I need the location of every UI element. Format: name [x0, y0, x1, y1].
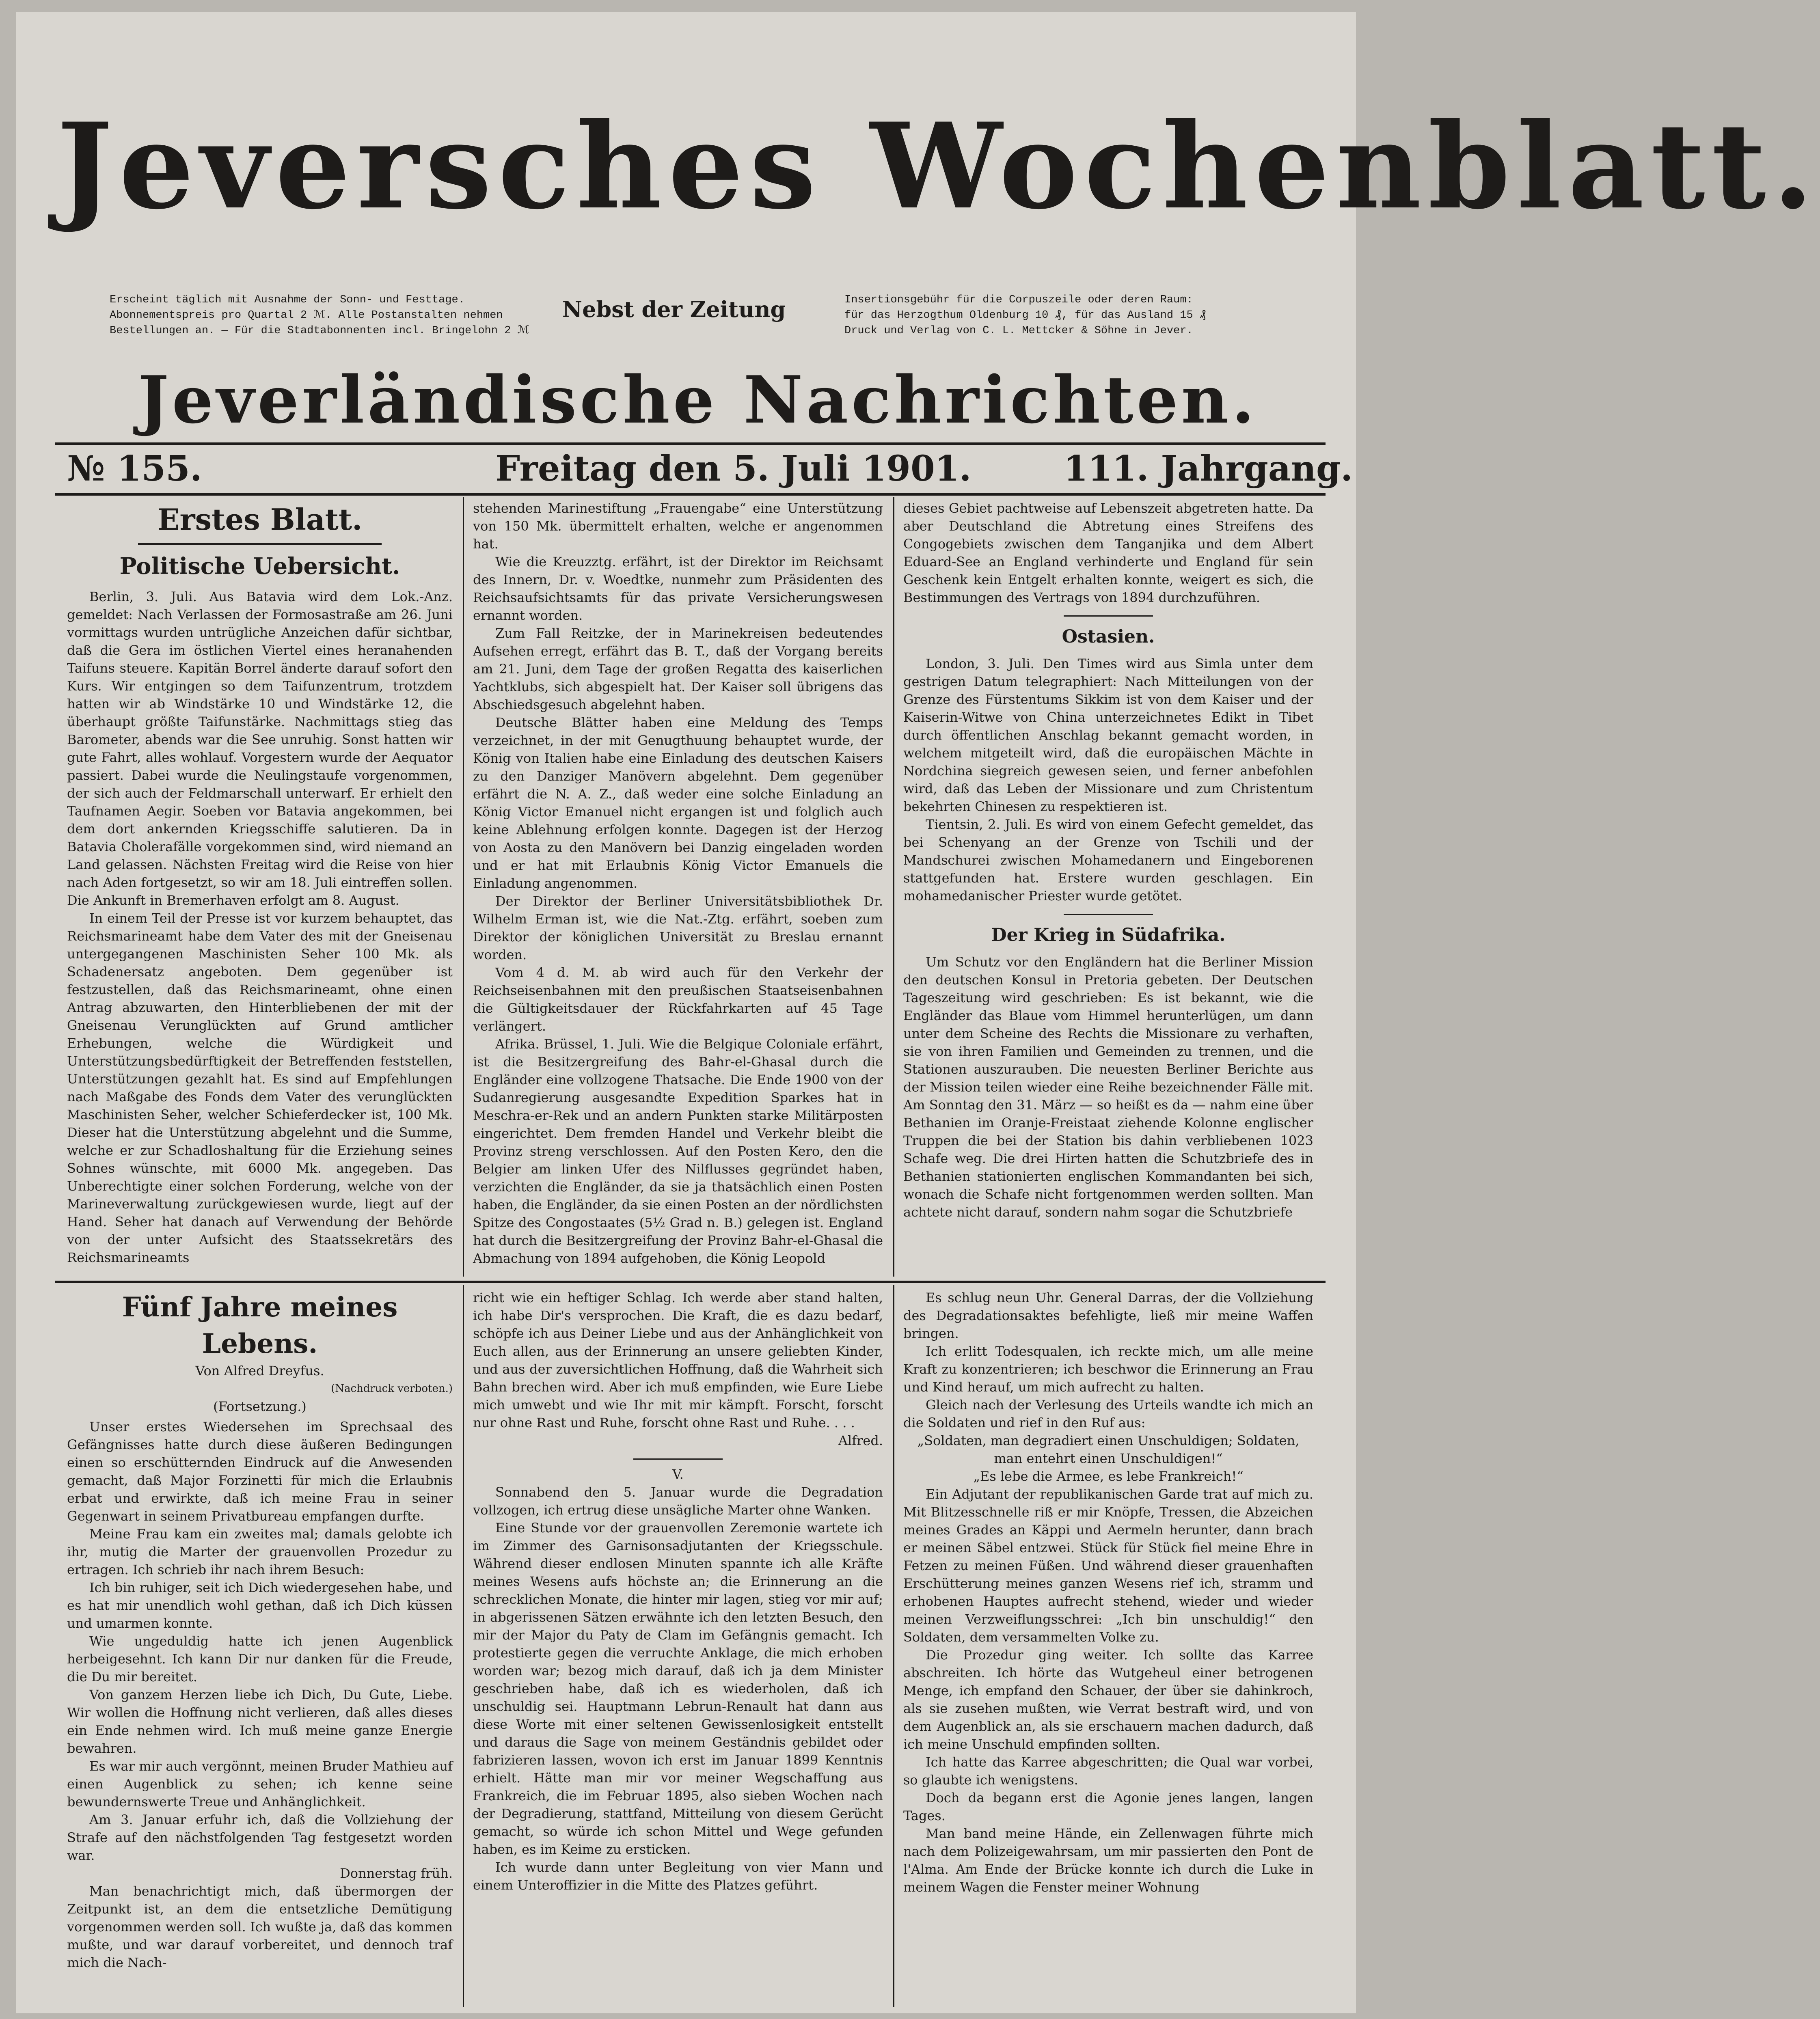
feuilleton-author: Von Alfred Dreyfus. — [195, 1363, 324, 1378]
feuilleton-paragraph: Sonnabend den 5. Januar wurde die Degradation vollzogen, ich ertrug diese unsägliche Marter ohne Wanken. — [473, 1484, 883, 1518]
feuilleton-paragraph: Ein Adjutant der republikanischen Garde trat auf mich zu. Mit Blitzesschnelle riß er mir Knöpfe, Tressen, die Abzeichen meines Grades an Käppi und Aermeln herunter, dann brach er meinen Säbel entzwei. Stück für Stück fiel meine Ehre in Fetzen zu meinen Füßen. Und während dieser grauenhaften Erschütterung meines ganzen Wesens rief ich, stramm und erhobenen Hauptes aufrecht stehend, wieder und wieder meinen Verzweiflungsschrei: „Ich bin unschuldig!“ den Soldaten, dem versammelten Volke zu. — [903, 1486, 1313, 1645]
feuilleton-paragraph: richt wie ein heftiger Schlag. Ich werde aber stand halten, ich habe Dir's versprochen. Die Kraft, die es dazu bedarf, schöpfe ich aus Deiner Liebe und aus der Anhänglichkeit von Euch allen, aus der Erinnerung an unsere geliebten Kinder, und aus der zuversichtlichen Hoffnung, daß die Wahrheit sich Bahn brechen wird. Aber ich muß empfinden, wie Eure Liebe mich umwebt und wie Ihr mit mir kämpft. Forscht, forscht nur ohne Rast und Ruhe, forscht ohne Rast und Ruhe. . . . — [473, 1290, 883, 1430]
feuilleton-chapter: V. — [672, 1467, 684, 1482]
feuilleton-paragraph: Es war mir auch vergönnt, meinen Bruder Mathieu auf einen Augenblick zu sehen; ich kenne seine bewundernswerte Treue und Anhänglichkeit. — [67, 1758, 453, 1810]
feuilleton-note: (Nachdruck verboten.) — [331, 1383, 453, 1395]
newspaper-page — [16, 12, 1820, 2013]
feuilleton-paragraph: Gleich nach der Verlesung des Urteils wandte ich mich an die Soldaten und rief in den Ruf aus: — [903, 1397, 1313, 1430]
feuilleton-rule — [55, 1281, 1326, 1283]
article-paragraph: Um Schutz vor den Engländern hat die Berliner Mission den deutschen Konsul in Pretoria gebeten. Der Deutschen Tageszeitung wird geschrieben: Es ist bekannt, wie die Engländer das Blaue vom Himmel herunterlügen, um dann unter dem Scheine des Rechts die Missionare zu verhaften, sie von ihren Familien und Gemeinden zu trennen, und die Stationen auszurauben. Die neuesten Berliner Berichte aus der Mission teilen wieder eine Reihe bezeichnender Fälle mit. Am Sonntag den 31. März — so heißt es da — nahm eine über Bethanien im Oranje-Freistaat ziehende Kolonne englischer Truppen die bei der Station bis dahin verbliebenen 1023 Schafe weg. Die drei Hirten hatten die Schutzbriefe des in Bethanien stationierten englischen Kommandanten bei sich, wonach die Schafe nicht fortgenommen werden sollten. Man achtete nicht darauf, sondern nahm sogar die Schutzbriefe — [903, 954, 1313, 1220]
section-rule — [633, 1458, 723, 1460]
feuilleton-quote: „Soldaten, man degradiert einen Unschuldigen; Soldaten, man entehrt einen Unschuldigen!“ — [917, 1433, 1300, 1466]
heading-ostasien: Ostasien. — [1062, 626, 1155, 647]
feuilleton-paragraph: Man benachrichtigt mich, daß übermorgen der Zeitpunkt ist, an dem die entsetzliche Demütigung vorgenommen werden soll. Ich wußte ja, daß das kommen mußte, und war darauf vorbereitet, und dennoch traf mich die Nach- — [67, 1883, 453, 1970]
column-politics — [67, 499, 453, 1275]
feuilleton-paragraph: Die Prozedur ging weiter. Ich sollte das Karree abschreiten. Ich hörte das Wutgeheul einer betrogenen Menge, ich empfand den Schauer, der über sie dahinkroch, als sie zusehen mußten, wie Verrat bestraft wird, und von dem Augenblick an, als sie erschauern machen dadurch, daß ich meine Unschuld empfinden sollten. — [903, 1647, 1313, 1752]
feuilleton-paragraph: Doch da begann erst die Agonie jenes langen, langen Tages. — [903, 1790, 1313, 1823]
feuilleton-paragraph: Es schlug neun Uhr. General Darras, der die Vollziehung des Degradationsaktes befehligte, ließ mir meine Waffen bringen. — [903, 1290, 1313, 1341]
masthead-info-right — [844, 292, 1315, 339]
feuilleton-quote: „Es lebe die Armee, es lebe Frankreich!“ — [973, 1469, 1244, 1484]
issue-volume: 111. Jahrgang. — [1064, 448, 1353, 489]
column-news — [473, 499, 883, 1275]
article-paragraph: Deutsche Blätter haben eine Meldung des Temps verzeichnet, in der mit Genugthuung behauptet wurde, der König von Italien habe eine Einladung des deutschen Kaisers zu den Danziger Manövern abgelehnt. Dem gegenüber erfährt die N. A. Z., daß weder eine solche Einladung an König Victor Emanuel nicht ergangen ist und folglich auch keine Ablehnung erfolgen konnte. Dagegen ist der Herzog von Aosta zu den Manövern bei Danzig eingeladen worden und er hat mit Erlaubnis König Victor Emanuels die Einladung angenommen. — [473, 715, 883, 891]
feuilleton-paragraph: Meine Frau kam ein zweites mal; damals gelobte ich ihr, mutig die Marter der grauenvollen Prozedur zu ertragen. Ich schrieb ihr nach ihrem Besuch: — [67, 1526, 453, 1577]
article-paragraph: Tientsin, 2. Juli. Es wird von einem Gefecht gemeldet, das bei Schenyang an der Grenze von Tschili und der Mandschurei zwischen Mohamedanern und Eingeborenen stattgefunden hat. Erstere wurden geschlagen. Ein mohamedanischer Priester wurde getötet. — [903, 817, 1313, 904]
feuilleton-column-3 — [903, 1289, 1313, 2007]
feuilleton-continuation: (Fortsetzung.) — [213, 1399, 307, 1414]
article-paragraph: London, 3. Juli. Den Times wird aus Simla unter dem gestrigen Datum telegraphiert: Nach Mitteilungen von der Grenze des Fürstentums Sikkim ist von dem Kaiser und der Kaiserin-Witwe von China unterzeichnetes Edikt in Tibet durch öffentlichen Anschlag bekannt gemacht worden, in welchem mitgeteilt wird, daß die europäischen Mächte in Nordchina siegreich gewesen seien, und ferner anbefohlen wird, daß das Leben der Missionare und zum Christentum bekehrten Chinesen zu respektieren ist. — [903, 656, 1313, 814]
article-paragraph: stehenden Marinestiftung „Frauengabe“ eine Unterstützung von 150 Mk. übermittelt erhalten, welche er angenommen hat. — [473, 500, 883, 552]
masthead-subtitle: Jeverländische Nachrichten. — [138, 362, 1258, 438]
column-divider — [463, 1285, 464, 2007]
feuilleton-paragraph: Ich wurde dann unter Begleitung von vier Mann und einem Unteroffizier in die Mitte des Platzes geführt. — [473, 1859, 883, 1893]
masthead-info-left — [110, 292, 536, 339]
info-left-line: Bestellungen an. — Für die Stadtabonnenten incl. Bringelohn 2 ℳ — [110, 325, 529, 337]
heading-politics: Politische Uebersicht. — [119, 553, 400, 580]
section-rule — [1064, 615, 1153, 617]
feuilleton-paragraph: Man band meine Hände, ein Zellenwagen führte mich nach dem Polizeigewahrsam, um mir passierten den Pont de l'Alma. Am Ende der Brücke konnte ich durch die Luke in meinem Wagen die Fenster meiner Wohnung — [903, 1826, 1313, 1895]
feuilleton-paragraph: Ich bin ruhiger, seit ich Dich wiedergesehen habe, und es hat mir unendlich wohl gethan, daß ich Dich küssen und umarmen konnte. — [67, 1580, 453, 1631]
info-right-line: Druck und Verlag von C. L. Mettcker & Söhne in Jever. — [844, 325, 1193, 337]
section-erstes-blatt: Erstes Blatt. — [157, 502, 363, 537]
masthead-title: Jeversches Wochenblatt. — [57, 97, 1820, 235]
heading-krieg: Der Krieg in Südafrika. — [991, 925, 1226, 945]
section-rule — [1064, 914, 1153, 915]
feuilleton-paragraph: Von ganzem Herzen liebe ich Dich, Du Gute, Liebe. Wir wollen die Hoffnung nicht verlieren, daß alles dieses ein Ende nehmen wird. Ich muß meine ganze Energie bewahren. — [67, 1687, 453, 1756]
info-left-line: Abonnementspreis pro Quartal 2 ℳ. Alle Postanstalten nehmen — [110, 309, 503, 321]
column-divider — [463, 497, 464, 1277]
article-paragraph: Zum Fall Reitzke, der in Marinekreisen bedeutendes Aufsehen erregt, erfährt das B. T., daß der Vorgang bereits am 21. Juni, dem Tage der großen Regatta des kaiserlichen Yachtklubs, sich abgespielt hat. Der Kaiser soll übrigens das Abschiedsgesuch abgelehnt haben. — [473, 626, 883, 712]
article-paragraph: Afrika. Brüssel, 1. Juli. Wie die Belgique Coloniale erfährt, ist die Besitzergreifung des Bahr-el-Ghasal durch die Engländer eine vollzogene Thatsache. Die Ende 1900 von der Sudanregierung ausgesandte Expedition Sparkes hat in Meschra-er-Rek und an andern Punkten starke Militärposten eingerichtet. Dem fremden Handel und Verkehr bleibt die Provinz streng verschlossen. Auf den Posten Kero, den die Belgier am linken Ufer des Nilflusses gegründet haben, verzichten die Engländer, da sie ja thatsächlich einen Posten haben, die Engländer, da sie einen Posten an der nördlichsten Spitze des Congostaates (5½ Grad n. B.) gelegen ist. England hat durch die Besitzergreifung der Provinz Bahr-el-Ghasal die Abmachung von 1894 aufgehoben, die König Leopold — [473, 1036, 883, 1266]
feuilleton-column-2 — [473, 1289, 883, 2007]
article-paragraph: Vom 4 d. M. ab wird auch für den Verkehr der Reichseisenbahnen mit den preußischen Staatseisenbahnen die Gültigkeitsdauer der Rückfahrkarten auf 45 Tage verlängert. — [473, 965, 883, 1034]
article-paragraph: dieses Gebiet pachtweise auf Lebenszeit abgetreten hatte. Da aber Deutschland die Abtretung eines Streifens des Congogebiets zwischen dem Tanganjika und dem Albert Eduard-See an England verhinderte und England für sein Geschenk kein Entgelt erhalten konnte, weigert es sich, die Bestimmungen des Vertrags von 1894 durchzuführen. — [903, 500, 1313, 605]
column-divider — [893, 1285, 894, 2007]
feuilleton-paragraph: Ich hatte das Karree abgeschritten; die Qual war vorbei, so glaubte ich wenigstens. — [903, 1754, 1313, 1788]
feuilleton-paragraph: Am 3. Januar erfuhr ich, daß die Vollziehung der Strafe auf den nächstfolgenden Tag festgesetzt worden war. — [67, 1812, 453, 1863]
feuilleton-paragraph: Wie ungeduldig hatte ich jenen Augenblick herbeigesehnt. Ich kann Dir nur danken für die Freude, die Du mir bereitet. — [67, 1633, 453, 1685]
column-divider — [893, 497, 894, 1277]
info-right-line: für das Herzogthum Oldenburg 10 ₰, für das Ausland 15 ₰ — [844, 309, 1207, 321]
article-paragraph: Der Direktor der Berliner Universitätsbibliothek Dr. Wilhelm Erman ist, wie die Nat.-Ztg. erfährt, soeben zum Direktor der königlichen Universität zu Breslau ernannt worden. — [473, 893, 883, 962]
feuilleton-signature: Alfred. — [838, 1433, 883, 1448]
feuilleton-paragraph: Unser erstes Wiedersehen im Sprechsaal des Gefängnisses hatte durch diese äußeren Bedingungen einen so erschütternden Eindruck auf die Anwesenden gemacht, daß Major Forzinetti für mich die Erlaubnis erbat und erwirkte, daß ich meine Frau in seiner Gegenwart in seinem Privatbureau empfangen durfte. — [67, 1419, 453, 1524]
feuilleton-paragraph: Eine Stunde vor der grauenvollen Zeremonie wartete ich im Zimmer des Garnisonsadjutanten der Kriegsschule. Während dieser endlosen Minuten spannte ich alle Kräfte meines Wesens aufs höchste an; die Erinnerung an die schrecklichen Monate, die hinter mir lagen, stieg vor mir auf; in abgerissenen Sätzen erwähnte ich den letzten Besuch, den mir der Major du Paty de Clam im Gefängnis gemacht. Ich protestierte gegen die verruchte Anklage, die mich erhoben worden war; bezog mich darauf, daß ich ja dem Minister geschrieben habe, daß ich es wiederholen, daß ich unschuldig sei. Hauptmann Lebrun-Renault hat dann aus diese Worte mit einer seltenen Gewissenlosigkeit entstellt und daraus die Sage von meinem Geständnis gebildet oder fabrizieren lassen, wovon ich erst im Januar 1899 Kenntnis erhielt. Hätte man mir vor meiner Wegschaffung aus Frankreich, die im Februar 1895, also sieben Wochen nach der Degradierung, stattfand, Mitteilung von diesem Gerücht gemacht, so würde ich schon Mittel und Wege gefunden haben, es im Keime zu ersticken. — [473, 1520, 883, 1857]
issue-number: № 155. — [67, 448, 202, 489]
feuilleton-title: Fünf Jahre meines Lebens. — [122, 1291, 398, 1359]
feuilleton-column-1 — [67, 1289, 453, 2007]
feuilleton-dateline: Donnerstag früh. — [340, 1866, 453, 1881]
masthead-nebst: Nebst der Zeitung — [562, 296, 786, 322]
masthead-rule-top — [55, 442, 1326, 445]
article-paragraph: In einem Teil der Presse ist vor kurzem behauptet, das Reichsmarineamt habe dem Vater des mit der Gneisenau untergegangenen Maschinisten Seher 100 Mk. als Schadenersatz angeboten. Dem gegenüber ist festzustellen, daß das Reichsmarineamt, ohne einen Antrag abzuwarten, den Hinterbliebenen der mit der Gneisenau Verunglückten auf Grund amtlicher Erhebungen, welche die Würdigkeit und Unterstützungsbedürftigkeit der Betreffenden feststellen, Unterstützungen gezahlt hat. Es sind auf Empfehlungen nach Maßgabe des Fonds dem Vater des verunglückten Maschinisten Seher, welcher Schieferdecker ist, 100 Mk. Dieser hat die Unterstützung abgelehnt und die Summe, welche er zur Schadloshaltung für die Erziehung seines Sohnes wünschte, mit 6000 Mk. angegeben. Das Unberechtigte einer solchen Forderung, welche von der Marineverwaltung zurückgewiesen wurde, liegt auf der Hand. Seher hat danach auf Verwendung der Behörde von der unter Aufsicht des Staatssekretärs des Reichsmarineamts — [67, 910, 453, 1265]
issue-date: Freitag den 5. Juli 1901. — [495, 448, 972, 489]
section-rule — [138, 543, 382, 545]
article-paragraph: Wie die Kreuzztg. erfährt, ist der Direktor im Reichsamt des Innern, Dr. v. Woedtke, nunmehr zum Präsidenten des Reichsaufsichtsamts für das private Versicherungswesen ernannt worden. — [473, 554, 883, 623]
info-left-line: Erscheint täglich mit Ausnahme der Sonn- und Festtage. — [110, 294, 465, 306]
article-paragraph: Berlin, 3. Juli. Aus Batavia wird dem Lok.-Anz. gemeldet: Nach Verlassen der Formosastraße am 26. Juni vormittags wurden untrügliche Anzeichen dafür sichtbar, daß die Gera im östlichen Viertel eines heranahenden Taifuns steuere. Kapitän Borrel änderte darauf sofort den Kurs. Wir entgingen so dem Taifunzentrum, trotzdem hatten wir ab Windstärke 10 und Windstärke 12, die überhaupt größte Taifunstärke. Nachmittags stieg das Barometer, abends war die See unruhig. Sonst hatten wir gute Fahrt, alles wohlauf. Vorgestern wurde der Aequator passiert. Dabei wurde die Neulingstaufe vorgenommen, der sich auch der Feldmarschall unterwarf. Er erhielt den Taufnamen Aegir. Soeben vor Batavia angekommen, bei dem dort ankernden Kriegsschiffe salutieren. Da in Batavia Cholerafälle vorgekommen sind, wird niemand an Land gelassen. Nächsten Freitag wird die Reise von hier nach Aden fortgesetzt, so wir am 18. Juli eintreffen sollen. Die Ankunft in Bremerhaven erfolgt am 8. August. — [67, 589, 453, 908]
info-right-line: Insertionsgebühr für die Corpuszeile oder deren Raum: — [844, 294, 1193, 306]
column-foreign — [903, 499, 1313, 1275]
feuilleton-paragraph: Ich erlitt Todesqualen, ich reckte mich, um alle meine Kraft zu konzentrieren; ich beschwor die Erinnerung an Frau und Kind herauf, um mich aufrecht zu halten. — [903, 1344, 1313, 1395]
masthead-rule-bottom — [55, 493, 1326, 496]
